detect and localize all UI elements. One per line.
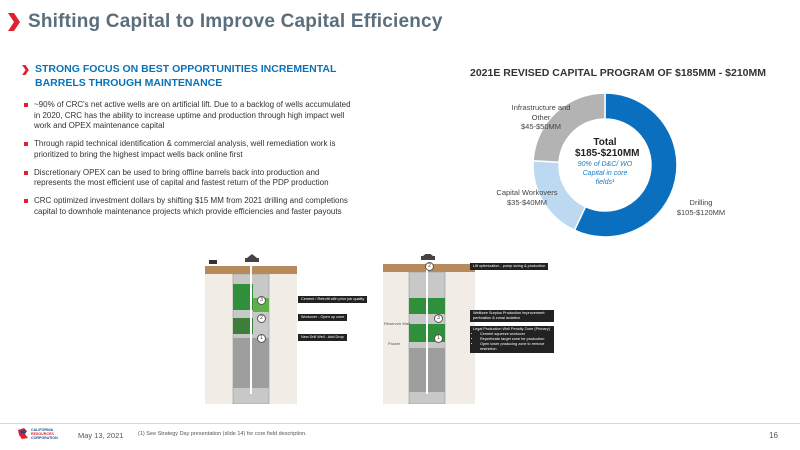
chart-title: 2021E REVISED CAPITAL PROGRAM OF $185MM - $210MM xyxy=(470,67,767,79)
slice-label-infrastructure xyxy=(508,103,574,132)
bullet-item: CRC optimized investment dollars by shifting $15 MM from 2021 drilling and completions capital to downhole maintenance projects which provide efficiencies and faster payouts xyxy=(34,196,352,217)
bullet-item: Discretionary OPEX can be used to bring offline barrels back into production and represents the most efficient use of capital and fastest return of the PDP production xyxy=(34,168,352,189)
callout-right-2: Wellbore Surplus Production Improvement: perforation & zonal isolation xyxy=(470,310,554,322)
pumpjack-icon xyxy=(423,254,433,256)
donut-center xyxy=(575,137,640,187)
label-reservoir-wall: Reservoir Wall xyxy=(384,321,410,326)
total-label: Total xyxy=(593,137,617,148)
slice-label-drilling xyxy=(668,198,734,217)
chevron-right-icon xyxy=(8,13,20,31)
callout-box-list xyxy=(473,332,551,352)
callout-left-1: Cement / Retrofit with prior job quality xyxy=(298,296,367,303)
truck-icon xyxy=(209,260,217,264)
bullet-list xyxy=(22,100,352,217)
title-bar xyxy=(8,8,443,36)
slice-label-capital-workovers xyxy=(492,188,562,207)
step-number: 1 xyxy=(257,334,266,343)
well-diagram-left xyxy=(205,254,297,404)
slice-name: Drilling xyxy=(689,198,713,207)
page-title: Shifting Capital to Improve Capital Efficiency xyxy=(28,11,443,32)
bullet-item: Through rapid technical identification & commercial analysis, well remediation work is prioritized to bring the highest impact wells back online first xyxy=(34,139,352,160)
slice-name: Capital Workovers xyxy=(496,188,558,197)
total-value: $185-$210MM xyxy=(575,148,640,159)
callout-box-title: Legal Production Well Penalty Zone (Primary) xyxy=(473,327,550,331)
callout-left-2: Workover - Open up zone xyxy=(298,314,347,321)
well-diagram-right xyxy=(383,254,475,404)
total-note: 90% of D&C/ WO Capital in core fields¹ xyxy=(577,161,633,186)
callout-box-item: • Reperforate target zone for production xyxy=(480,337,551,342)
crc-logo xyxy=(16,425,72,441)
step-number: 2 xyxy=(425,262,434,271)
slice-name: Infrastructure and Other xyxy=(511,103,571,122)
slice-value: $45-$50MM xyxy=(520,122,562,131)
step-number: 3 xyxy=(257,296,266,305)
step-number: 1 xyxy=(434,334,443,343)
svg-text:CORPORATION: CORPORATION xyxy=(31,436,58,440)
callout-right-1: Lift optimization - pump sizing & production xyxy=(470,263,548,270)
callout-box-item: • Cement squeeze workover xyxy=(480,332,551,337)
callout-left-3: New Drill Well - Add Drop xyxy=(298,334,347,341)
footer-divider xyxy=(0,423,800,424)
chevron-right-icon xyxy=(22,65,29,75)
section-heading-text: STRONG FOCUS ON BEST OPPORTUNITIES INCREMENTAL BARRELS THROUGH MAINTENANCE xyxy=(35,63,337,89)
svg-text:RESOURCES: RESOURCES xyxy=(31,432,54,436)
pumpjack-base xyxy=(421,256,435,260)
step-number: 2 xyxy=(257,314,266,323)
footnote: (1) See Strategy Day presentation (slide 14) for core field description. xyxy=(138,431,307,437)
callout-right-box xyxy=(470,326,554,353)
left-column xyxy=(22,62,352,225)
step-number: 3 xyxy=(434,314,443,323)
page-number: 16 xyxy=(769,431,778,440)
callout-box-item: • Open lower producing zone to remove restriction xyxy=(480,342,551,352)
slice-value: $105-$120MM xyxy=(676,207,726,217)
bullet-item: ~90% of CRC's net active wells are on artificial lift. Due to a backlog of wells accumulated in 2020, CRC has the ability to increase uptime and production through high impact well work and OPEX maintenance capital xyxy=(34,100,351,130)
pumpjack-base xyxy=(245,258,259,262)
section-heading xyxy=(22,62,352,90)
svg-text:CALIFORNIA: CALIFORNIA xyxy=(31,428,54,432)
label-packer: Packer xyxy=(388,341,401,346)
footer-date: May 13, 2021 xyxy=(78,431,124,440)
pumpjack-icon xyxy=(247,254,257,258)
slice-value: $35-$40MM xyxy=(506,197,548,207)
